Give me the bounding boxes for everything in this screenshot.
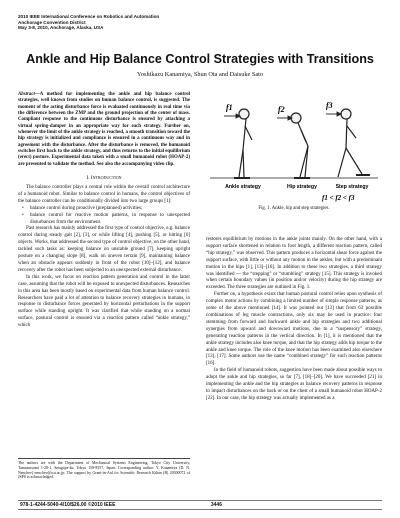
force-label-f2: f2 [278, 105, 285, 114]
intro-paragraph-3: In this work, we focus on reaction pattern generation and control in the latter case, assuming that the robot will be exposed to unexpected disturbances. Researches in this area has been mostly based on experimental data from human balance control. Researchers have paid a lot of attention to balance recovery strategies in humans, in response to disturbance forces generated by horizontal perturbations in the support surface while standing upright. It was clarified that while standing on a normal surface, postural control is ensured via a reaction pattern called “ankle strategy,” which [18, 274, 190, 329]
abstract-lead: Abstract [18, 92, 35, 97]
conference-name: 2010 IEEE International Conference on Robotics and Automation [18, 14, 160, 19]
ankle-strategy-figure [234, 109, 252, 178]
strategy-label-step: Step strategy [335, 184, 369, 190]
force-label-f3: f3 [326, 101, 333, 110]
right-paragraph-2: Further on, a hypothesis exists that human postural control relies upon synthesis of complex motor actions by combining a limited number of simple response patterns, as some of the above mentioned [14]. It was pointed out [13] that from 63 possible combinations of leg muscle contractions, only six may be used in practice: four stemming from forward and backward ankle and hip strategies and two additional synergies from upward and downward motions, due to a “suspensory” strategy, generating reaction patterns in the vertical direction. In [1], it is mentioned that the ankle strategy includes also knee torque, and that the hip strategy adds hip torque to the ankle and knee torque. The role of the knee motion has been examined also elsewhere [13], [17]. Some authors use the name “combined strategy” for such reaction patterns [16]. [206, 292, 382, 367]
paper-authors: Yoshikazu Kanamiya, Shun Ota and Daisuke Sato [136, 71, 264, 78]
intro-bullet-list [22, 206, 190, 227]
paper-title: Ankle and Hip Balance Control Strategies with Transitions [26, 52, 374, 66]
right-column [206, 237, 382, 403]
section-heading-introduction: I. Introduction [86, 175, 122, 182]
footer-isbn: 978-1-4244-5040-4/10/$26.00 ©2010 IEEE [20, 502, 116, 508]
force-relation: f1 < f2 < f3 [322, 194, 355, 202]
strategies-illustration [206, 94, 382, 204]
hip-strategy-figure [291, 113, 310, 178]
intro-paragraph-2: Past research has mainly addressed the first type of control objective, e.g. balance control during steady gait [2], [3], or while lifting [4], pushing [5], or hitting [6] objects. Works, that addressed the second type of control objective, on the other hand, tackled such tasks as: keeping balance on unstable ground [7], keeping upright posture on a changing slope [8], walk on uneven terrain [9], maintaining balance when an obstacle appears suddenly in front of the robot [10]–[12], and balance recovery after the robot has been subjected to an unexpected external disturbance. [18, 226, 190, 273]
left-column [18, 92, 190, 330]
page-footer [18, 500, 382, 510]
conference-date: May 3-8, 2010, Anchorage, Alaska, USA [18, 25, 104, 31]
strategy-label-hip: Hip strategy [287, 184, 317, 190]
strategy-label-ankle: Ankle strategy [225, 184, 261, 190]
author-footnote: The authors are with the Department of Mechanical Systems Engineering, Tokyo City University, Tamazutsumi 1-28-1, Setagaya-ku, Tokyo 158-8557, Japan. Corresponding author: Y. Kanamiya (D. N. Nenchev) nenchev@tcu.ac.jp. The support by Grant-in-Aid for Scientific Research Kiban (B) 20300072 of JSPS is acknowledged. [18, 458, 190, 480]
figure-1 [206, 94, 382, 204]
abstract-text: —A method for implementing the ankle and hip balance control strategies, well known from studies on human balance control, is suggested. The moment of the acting disturbance force is evaluated continuously in real time via the difference between the ZMP and the ground projection of the center of mass. Compliant response to the continuous disturbance is ensured by attaching a virtual spring-damper in an appropriate way for each strategy. Further on, whenever the limit of the ankle strategy is reached, a smooth transition toward the hip strategy is initialized and compliance is ensured in a continuous way and in agreement with the disturbance. After the disturbance is removed, the humanoid switches first back to the ankle strategy, and thus returns to the initial equilibrium (erect) posture. Experimental data taken with a small humanoid robot (HOAP-2) are presented to validate the method. See also the accompanying video clip. [18, 92, 190, 167]
intro-bullet-item: • balance control during proactive (preplanned) activities; [22, 206, 190, 213]
right-paragraph-1: restores equilibrium by motions in the ankle joints mainly. On the other hand, with a support surface shortened in relation to foot length, a different reaction pattern, called “hip strategy,” was observed. This pattern produces a horizontal shear force against the support surface, with little or without any motion in the ankles, but with a predominant motion in the hips [1], [13]–[16]. In addition to these two strategies, a third strategy was identified — the “stepping” or “stumbling” strategy [15]. This strategy is invoked when certain boundary values (in position and/or velocity) during the hip strategy are exceeded. The three strategies are outlined in Fig. 1. [206, 237, 382, 291]
figure-caption: Fig. 1. Ankle, hip and step strategies. [258, 206, 330, 211]
arrowhead-icon [337, 112, 341, 116]
abstract [18, 92, 190, 168]
intro-paragraph-1: The balance controller plays a central role within the overall control architecture of a humanoid robot. Similar to balance control in humans, the control objectives of the balance controller can be conditionally divided into two large groups [1]: [18, 185, 190, 204]
conference-venue: Anchorage Convention District [18, 19, 86, 25]
page-number: 3446 [210, 502, 222, 508]
step-strategy-figure [338, 109, 370, 177]
right-paragraph-3: In the field of humanoid robots, suggestion have been made about possible ways to adopt the ankle and hip strategies, so far [7], [18]–[20]. We have succeeded [21] in implementing the ankle and the hip strategies as balance recovery patterns in response to impact disturbances on the back or on the chest of a small humanoid robot HOAP-2 [22]. In our case, the hip strategy was actually implemented as a [206, 368, 382, 401]
force-label-f1: f1 [226, 103, 233, 112]
conference-header [18, 14, 159, 31]
intro-bullet-item: • balance control for reactive motion patterns, in response to unexpected disturbances from the environment. [22, 213, 190, 227]
